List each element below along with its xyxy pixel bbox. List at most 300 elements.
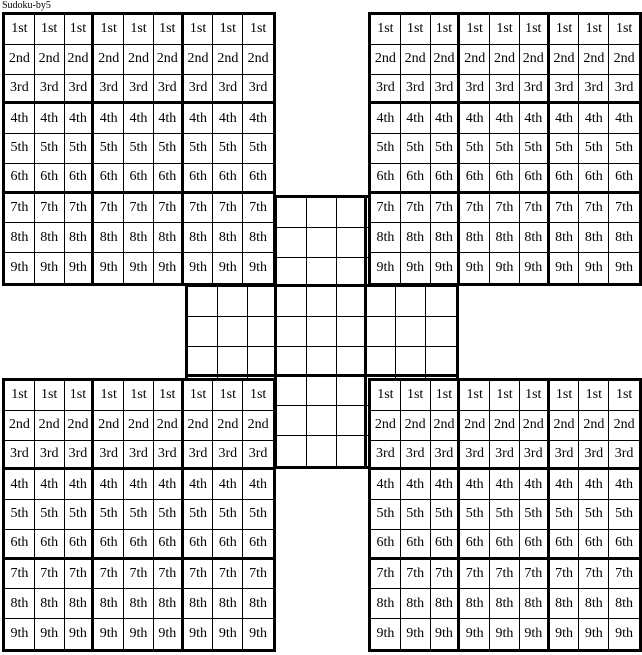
cell[interactable]: 3rd bbox=[460, 441, 490, 471]
cell[interactable]: 1st bbox=[579, 15, 609, 45]
cell[interactable]: 3rd bbox=[154, 75, 184, 105]
cell[interactable]: 5th bbox=[94, 134, 124, 164]
cell[interactable]: 8th bbox=[460, 589, 490, 619]
cell[interactable]: 1st bbox=[184, 15, 214, 45]
cell[interactable]: 9th bbox=[35, 619, 65, 649]
cell[interactable]: 5th bbox=[243, 500, 273, 530]
cell[interactable]: 4th bbox=[213, 470, 243, 500]
cell[interactable]: 7th bbox=[243, 560, 273, 590]
cell[interactable]: 5th bbox=[460, 134, 490, 164]
cell[interactable]: 7th bbox=[520, 194, 550, 224]
cell[interactable]: 5th bbox=[124, 134, 154, 164]
cell[interactable]: 4th bbox=[579, 104, 609, 134]
cell[interactable] bbox=[337, 377, 367, 407]
cell[interactable]: 7th bbox=[35, 560, 65, 590]
cell[interactable]: 8th bbox=[124, 223, 154, 253]
cell[interactable]: 2nd bbox=[184, 411, 214, 441]
cell[interactable]: 4th bbox=[154, 104, 184, 134]
cell[interactable]: 1st bbox=[431, 15, 461, 45]
cell[interactable]: 5th bbox=[609, 500, 639, 530]
cell[interactable]: 6th bbox=[579, 530, 609, 560]
cell[interactable]: 2nd bbox=[243, 411, 273, 441]
cell[interactable]: 1st bbox=[490, 15, 520, 45]
cell[interactable]: 8th bbox=[243, 223, 273, 253]
cell[interactable] bbox=[396, 317, 426, 347]
cell[interactable]: 7th bbox=[5, 194, 35, 224]
cell[interactable]: 3rd bbox=[460, 75, 490, 105]
cell[interactable]: 4th bbox=[609, 104, 639, 134]
cell[interactable]: 2nd bbox=[550, 45, 580, 75]
cell[interactable]: 4th bbox=[243, 104, 273, 134]
cell[interactable] bbox=[307, 198, 337, 228]
cell[interactable]: 5th bbox=[371, 134, 401, 164]
cell[interactable]: 8th bbox=[401, 223, 431, 253]
cell[interactable]: 6th bbox=[401, 530, 431, 560]
cell[interactable]: 2nd bbox=[124, 411, 154, 441]
cell[interactable]: 9th bbox=[154, 253, 184, 283]
cell[interactable]: 2nd bbox=[5, 411, 35, 441]
cell[interactable]: 9th bbox=[550, 619, 580, 649]
cell[interactable]: 6th bbox=[431, 164, 461, 194]
cell[interactable]: 3rd bbox=[490, 441, 520, 471]
cell[interactable] bbox=[426, 317, 456, 347]
cell[interactable] bbox=[337, 436, 367, 466]
cell[interactable]: 7th bbox=[579, 560, 609, 590]
cell[interactable]: 4th bbox=[124, 470, 154, 500]
cell[interactable]: 3rd bbox=[431, 441, 461, 471]
cell[interactable]: 4th bbox=[431, 470, 461, 500]
cell[interactable]: 7th bbox=[579, 194, 609, 224]
cell[interactable] bbox=[218, 287, 248, 317]
cell[interactable]: 3rd bbox=[550, 75, 580, 105]
cell[interactable]: 4th bbox=[520, 470, 550, 500]
cell[interactable]: 8th bbox=[371, 589, 401, 619]
cell[interactable] bbox=[307, 317, 337, 347]
cell[interactable]: 4th bbox=[490, 104, 520, 134]
cell[interactable]: 6th bbox=[520, 164, 550, 194]
cell[interactable]: 5th bbox=[5, 134, 35, 164]
cell[interactable]: 6th bbox=[401, 164, 431, 194]
cell[interactable]: 6th bbox=[154, 164, 184, 194]
cell[interactable]: 5th bbox=[550, 134, 580, 164]
cell[interactable]: 3rd bbox=[520, 441, 550, 471]
cell[interactable]: 7th bbox=[5, 560, 35, 590]
cell[interactable]: 1st bbox=[213, 15, 243, 45]
cell[interactable]: 6th bbox=[550, 164, 580, 194]
cell[interactable]: 4th bbox=[371, 470, 401, 500]
cell[interactable]: 3rd bbox=[609, 75, 639, 105]
cell[interactable]: 3rd bbox=[401, 441, 431, 471]
cell[interactable]: 5th bbox=[35, 500, 65, 530]
cell[interactable]: 5th bbox=[431, 500, 461, 530]
cell[interactable]: 2nd bbox=[579, 45, 609, 75]
cell[interactable]: 9th bbox=[184, 253, 214, 283]
cell[interactable]: 3rd bbox=[35, 75, 65, 105]
cell[interactable]: 3rd bbox=[490, 75, 520, 105]
cell[interactable] bbox=[337, 198, 367, 228]
cell[interactable]: 1st bbox=[550, 15, 580, 45]
cell[interactable]: 4th bbox=[460, 470, 490, 500]
cell[interactable]: 9th bbox=[490, 619, 520, 649]
cell[interactable]: 7th bbox=[460, 194, 490, 224]
cell[interactable]: 2nd bbox=[154, 45, 184, 75]
cell[interactable]: 8th bbox=[94, 223, 124, 253]
cell[interactable]: 6th bbox=[94, 530, 124, 560]
cell[interactable]: 4th bbox=[213, 104, 243, 134]
cell[interactable]: 5th bbox=[579, 134, 609, 164]
cell[interactable]: 7th bbox=[243, 194, 273, 224]
cell[interactable]: 8th bbox=[431, 223, 461, 253]
cell[interactable]: 6th bbox=[243, 164, 273, 194]
cell[interactable]: 9th bbox=[431, 619, 461, 649]
cell[interactable]: 4th bbox=[5, 104, 35, 134]
cell[interactable]: 8th bbox=[124, 589, 154, 619]
cell[interactable]: 7th bbox=[520, 560, 550, 590]
cell[interactable]: 7th bbox=[124, 194, 154, 224]
cell[interactable]: 2nd bbox=[460, 45, 490, 75]
cell[interactable]: 2nd bbox=[490, 45, 520, 75]
cell[interactable]: 1st bbox=[94, 15, 124, 45]
cell[interactable]: 6th bbox=[184, 164, 214, 194]
cell[interactable]: 3rd bbox=[184, 441, 214, 471]
cell[interactable]: 5th bbox=[243, 134, 273, 164]
cell[interactable]: 3rd bbox=[550, 441, 580, 471]
cell[interactable]: 1st bbox=[65, 381, 95, 411]
cell[interactable] bbox=[426, 347, 456, 377]
cell[interactable] bbox=[277, 228, 307, 258]
cell[interactable]: 2nd bbox=[460, 411, 490, 441]
cell[interactable]: 8th bbox=[65, 223, 95, 253]
cell[interactable]: 2nd bbox=[371, 45, 401, 75]
cell[interactable] bbox=[277, 258, 307, 288]
cell[interactable] bbox=[337, 406, 367, 436]
cell[interactable]: 5th bbox=[431, 134, 461, 164]
cell[interactable]: 8th bbox=[520, 589, 550, 619]
cell[interactable]: 6th bbox=[431, 530, 461, 560]
cell[interactable]: 2nd bbox=[579, 411, 609, 441]
cell[interactable]: 2nd bbox=[431, 411, 461, 441]
cell[interactable]: 6th bbox=[65, 164, 95, 194]
cell[interactable]: 3rd bbox=[124, 441, 154, 471]
cell[interactable]: 7th bbox=[401, 560, 431, 590]
cell[interactable]: 2nd bbox=[65, 411, 95, 441]
cell[interactable] bbox=[188, 317, 218, 347]
cell[interactable]: 2nd bbox=[184, 45, 214, 75]
cell[interactable]: 2nd bbox=[94, 45, 124, 75]
cell[interactable]: 7th bbox=[431, 560, 461, 590]
cell[interactable]: 6th bbox=[579, 164, 609, 194]
cell[interactable]: 4th bbox=[401, 470, 431, 500]
cell[interactable]: 5th bbox=[65, 500, 95, 530]
cell[interactable]: 8th bbox=[550, 589, 580, 619]
cell[interactable] bbox=[367, 347, 397, 377]
cell[interactable] bbox=[396, 347, 426, 377]
cell[interactable] bbox=[248, 347, 278, 377]
cell[interactable]: 3rd bbox=[5, 75, 35, 105]
cell[interactable] bbox=[307, 258, 337, 288]
cell[interactable]: 6th bbox=[94, 164, 124, 194]
cell[interactable]: 2nd bbox=[213, 411, 243, 441]
cell[interactable]: 9th bbox=[520, 619, 550, 649]
cell[interactable]: 6th bbox=[65, 530, 95, 560]
cell[interactable]: 8th bbox=[490, 589, 520, 619]
cell[interactable] bbox=[307, 377, 337, 407]
cell[interactable]: 4th bbox=[460, 104, 490, 134]
cell[interactable]: 7th bbox=[154, 560, 184, 590]
cell[interactable]: 8th bbox=[65, 589, 95, 619]
cell[interactable]: 6th bbox=[213, 530, 243, 560]
cell[interactable]: 8th bbox=[609, 589, 639, 619]
cell[interactable]: 2nd bbox=[371, 411, 401, 441]
cell[interactable]: 1st bbox=[243, 381, 273, 411]
cell[interactable]: 9th bbox=[401, 619, 431, 649]
cell[interactable]: 8th bbox=[371, 223, 401, 253]
cell[interactable]: 6th bbox=[460, 530, 490, 560]
cell[interactable]: 5th bbox=[401, 134, 431, 164]
cell[interactable]: 9th bbox=[371, 619, 401, 649]
cell[interactable]: 3rd bbox=[243, 441, 273, 471]
cell[interactable] bbox=[307, 347, 337, 377]
cell[interactable] bbox=[337, 347, 367, 377]
cell[interactable]: 5th bbox=[213, 134, 243, 164]
cell[interactable]: 5th bbox=[213, 500, 243, 530]
cell[interactable] bbox=[248, 317, 278, 347]
cell[interactable] bbox=[337, 317, 367, 347]
cell[interactable] bbox=[188, 287, 218, 317]
cell[interactable]: 9th bbox=[579, 253, 609, 283]
cell[interactable]: 1st bbox=[94, 381, 124, 411]
cell[interactable]: 2nd bbox=[154, 411, 184, 441]
cell[interactable]: 7th bbox=[65, 560, 95, 590]
cell[interactable]: 8th bbox=[184, 223, 214, 253]
cell[interactable]: 1st bbox=[124, 381, 154, 411]
cell[interactable]: 6th bbox=[609, 164, 639, 194]
cell[interactable]: 6th bbox=[124, 530, 154, 560]
cell[interactable]: 9th bbox=[609, 619, 639, 649]
cell[interactable]: 8th bbox=[579, 589, 609, 619]
cell[interactable]: 4th bbox=[550, 104, 580, 134]
cell[interactable]: 7th bbox=[401, 194, 431, 224]
cell[interactable] bbox=[337, 228, 367, 258]
cell[interactable]: 9th bbox=[5, 619, 35, 649]
cell[interactable]: 1st bbox=[5, 15, 35, 45]
cell[interactable]: 7th bbox=[609, 560, 639, 590]
cell[interactable]: 4th bbox=[520, 104, 550, 134]
cell[interactable]: 1st bbox=[154, 15, 184, 45]
cell[interactable]: 1st bbox=[65, 15, 95, 45]
cell[interactable]: 9th bbox=[579, 619, 609, 649]
cell[interactable]: 6th bbox=[490, 530, 520, 560]
cell[interactable]: 2nd bbox=[243, 45, 273, 75]
cell[interactable]: 5th bbox=[124, 500, 154, 530]
cell[interactable]: 4th bbox=[94, 470, 124, 500]
cell[interactable] bbox=[248, 287, 278, 317]
cell[interactable]: 9th bbox=[124, 619, 154, 649]
cell[interactable]: 9th bbox=[65, 253, 95, 283]
cell[interactable]: 2nd bbox=[5, 45, 35, 75]
cell[interactable]: 9th bbox=[243, 619, 273, 649]
cell[interactable] bbox=[396, 287, 426, 317]
cell[interactable]: 8th bbox=[243, 589, 273, 619]
cell[interactable]: 9th bbox=[490, 253, 520, 283]
cell[interactable] bbox=[337, 258, 367, 288]
cell[interactable]: 9th bbox=[184, 619, 214, 649]
cell[interactable]: 6th bbox=[124, 164, 154, 194]
cell[interactable]: 5th bbox=[94, 500, 124, 530]
cell[interactable]: 4th bbox=[65, 470, 95, 500]
cell[interactable]: 7th bbox=[490, 194, 520, 224]
cell[interactable]: 1st bbox=[460, 381, 490, 411]
cell[interactable]: 4th bbox=[65, 104, 95, 134]
cell[interactable]: 1st bbox=[609, 15, 639, 45]
cell[interactable]: 8th bbox=[213, 223, 243, 253]
cell[interactable]: 6th bbox=[609, 530, 639, 560]
cell[interactable]: 7th bbox=[371, 560, 401, 590]
cell[interactable]: 8th bbox=[213, 589, 243, 619]
cell[interactable]: 5th bbox=[579, 500, 609, 530]
cell[interactable]: 1st bbox=[5, 381, 35, 411]
cell[interactable]: 6th bbox=[213, 164, 243, 194]
cell[interactable]: 7th bbox=[65, 194, 95, 224]
cell[interactable]: 1st bbox=[490, 381, 520, 411]
cell[interactable]: 4th bbox=[124, 104, 154, 134]
cell[interactable]: 1st bbox=[520, 381, 550, 411]
cell[interactable]: 8th bbox=[154, 223, 184, 253]
cell[interactable]: 2nd bbox=[520, 45, 550, 75]
cell[interactable]: 2nd bbox=[94, 411, 124, 441]
cell[interactable] bbox=[367, 287, 397, 317]
cell[interactable]: 7th bbox=[550, 560, 580, 590]
cell[interactable]: 7th bbox=[184, 194, 214, 224]
cell[interactable]: 9th bbox=[213, 253, 243, 283]
cell[interactable]: 7th bbox=[94, 194, 124, 224]
cell[interactable]: 2nd bbox=[35, 45, 65, 75]
cell[interactable]: 8th bbox=[154, 589, 184, 619]
cell[interactable]: 9th bbox=[609, 253, 639, 283]
cell[interactable] bbox=[188, 347, 218, 377]
cell[interactable] bbox=[277, 436, 307, 466]
cell[interactable]: 7th bbox=[124, 560, 154, 590]
cell[interactable] bbox=[307, 287, 337, 317]
cell[interactable]: 7th bbox=[371, 194, 401, 224]
cell[interactable]: 6th bbox=[5, 530, 35, 560]
cell[interactable]: 4th bbox=[431, 104, 461, 134]
cell[interactable] bbox=[277, 287, 307, 317]
cell[interactable]: 9th bbox=[550, 253, 580, 283]
cell[interactable]: 4th bbox=[184, 104, 214, 134]
cell[interactable]: 4th bbox=[579, 470, 609, 500]
cell[interactable]: 3rd bbox=[5, 441, 35, 471]
cell[interactable]: 6th bbox=[184, 530, 214, 560]
cell[interactable]: 8th bbox=[431, 589, 461, 619]
cell[interactable] bbox=[218, 317, 248, 347]
cell[interactable]: 3rd bbox=[609, 441, 639, 471]
cell[interactable]: 6th bbox=[35, 164, 65, 194]
cell[interactable]: 2nd bbox=[520, 411, 550, 441]
cell[interactable]: 7th bbox=[431, 194, 461, 224]
cell[interactable]: 4th bbox=[550, 470, 580, 500]
cell[interactable]: 5th bbox=[154, 134, 184, 164]
cell[interactable]: 2nd bbox=[609, 45, 639, 75]
cell[interactable]: 4th bbox=[94, 104, 124, 134]
cell[interactable]: 5th bbox=[65, 134, 95, 164]
cell[interactable]: 2nd bbox=[609, 411, 639, 441]
cell[interactable]: 2nd bbox=[401, 411, 431, 441]
cell[interactable]: 4th bbox=[401, 104, 431, 134]
cell[interactable] bbox=[277, 377, 307, 407]
cell[interactable]: 7th bbox=[609, 194, 639, 224]
cell[interactable]: 1st bbox=[243, 15, 273, 45]
cell[interactable]: 5th bbox=[520, 134, 550, 164]
cell[interactable]: 8th bbox=[460, 223, 490, 253]
cell[interactable]: 9th bbox=[94, 253, 124, 283]
cell[interactable] bbox=[277, 406, 307, 436]
cell[interactable] bbox=[307, 436, 337, 466]
cell[interactable]: 6th bbox=[371, 164, 401, 194]
cell[interactable]: 1st bbox=[401, 15, 431, 45]
cell[interactable]: 6th bbox=[243, 530, 273, 560]
cell[interactable]: 7th bbox=[184, 560, 214, 590]
cell[interactable]: 7th bbox=[213, 194, 243, 224]
cell[interactable]: 3rd bbox=[154, 441, 184, 471]
cell[interactable]: 8th bbox=[401, 589, 431, 619]
cell[interactable]: 6th bbox=[460, 164, 490, 194]
cell[interactable]: 1st bbox=[401, 381, 431, 411]
cell[interactable]: 8th bbox=[184, 589, 214, 619]
cell[interactable]: 4th bbox=[371, 104, 401, 134]
cell[interactable]: 9th bbox=[154, 619, 184, 649]
cell[interactable]: 9th bbox=[401, 253, 431, 283]
cell[interactable]: 3rd bbox=[213, 441, 243, 471]
cell[interactable]: 9th bbox=[520, 253, 550, 283]
cell[interactable]: 1st bbox=[609, 381, 639, 411]
cell[interactable]: 6th bbox=[550, 530, 580, 560]
cell[interactable]: 3rd bbox=[35, 441, 65, 471]
cell[interactable]: 3rd bbox=[213, 75, 243, 105]
cell[interactable]: 6th bbox=[490, 164, 520, 194]
cell[interactable]: 4th bbox=[243, 470, 273, 500]
cell[interactable]: 8th bbox=[5, 223, 35, 253]
cell[interactable]: 1st bbox=[213, 381, 243, 411]
cell[interactable]: 8th bbox=[550, 223, 580, 253]
cell[interactable]: 5th bbox=[184, 134, 214, 164]
cell[interactable]: 7th bbox=[490, 560, 520, 590]
cell[interactable]: 7th bbox=[94, 560, 124, 590]
cell[interactable]: 6th bbox=[371, 530, 401, 560]
cell[interactable]: 3rd bbox=[94, 75, 124, 105]
cell[interactable]: 5th bbox=[154, 500, 184, 530]
cell[interactable] bbox=[307, 228, 337, 258]
cell[interactable]: 3rd bbox=[579, 441, 609, 471]
cell[interactable]: 7th bbox=[213, 560, 243, 590]
cell[interactable]: 8th bbox=[94, 589, 124, 619]
cell[interactable]: 1st bbox=[184, 381, 214, 411]
cell[interactable]: 2nd bbox=[124, 45, 154, 75]
cell[interactable]: 1st bbox=[371, 15, 401, 45]
cell[interactable]: 4th bbox=[154, 470, 184, 500]
cell[interactable]: 1st bbox=[550, 381, 580, 411]
cell[interactable]: 3rd bbox=[94, 441, 124, 471]
cell[interactable]: 1st bbox=[154, 381, 184, 411]
cell[interactable]: 3rd bbox=[65, 441, 95, 471]
cell[interactable]: 2nd bbox=[401, 45, 431, 75]
cell[interactable]: 3rd bbox=[184, 75, 214, 105]
cell[interactable]: 9th bbox=[5, 253, 35, 283]
cell[interactable]: 9th bbox=[460, 619, 490, 649]
cell[interactable]: 7th bbox=[35, 194, 65, 224]
cell[interactable] bbox=[367, 317, 397, 347]
cell[interactable]: 8th bbox=[609, 223, 639, 253]
